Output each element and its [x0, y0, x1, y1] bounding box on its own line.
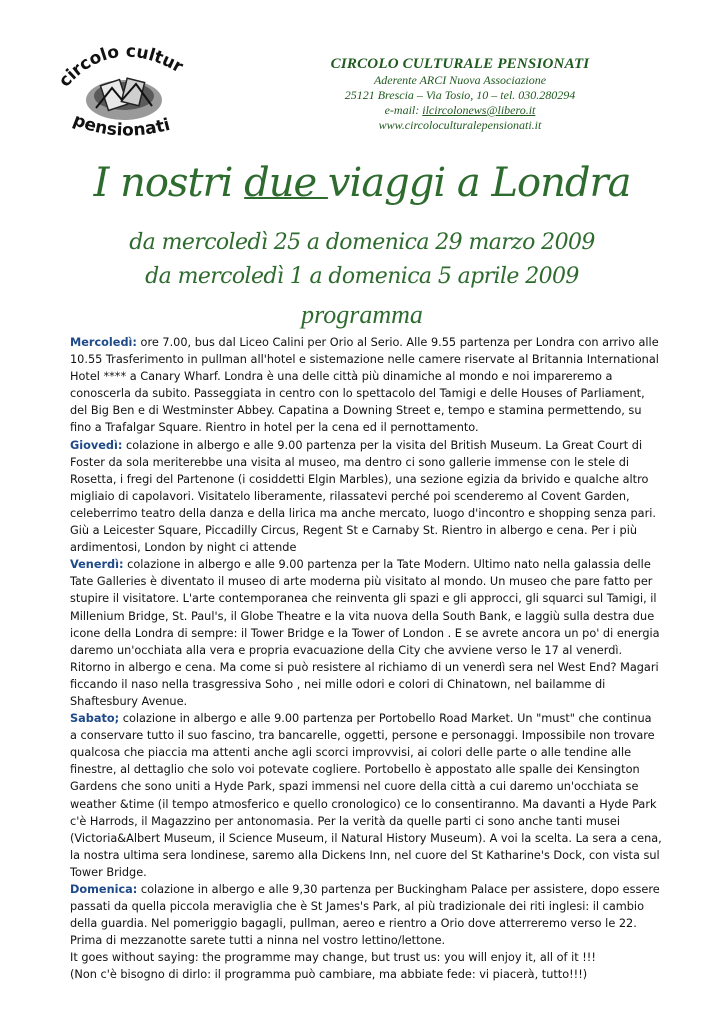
thursday-label: Giovedì: [70, 438, 123, 452]
program-subtitle: programma [301, 300, 423, 329]
sunday-label: Domenica: [70, 883, 138, 896]
closing-english: It goes without saying: the programme may change, but trust us: you will enjoy it, all of it !!! [70, 951, 596, 965]
address-line: 25121 Brescia – Via Tosio, 10 – tel. 030.280294 [344, 88, 576, 102]
logo-emblem-icon [86, 78, 162, 120]
page-title [0, 160, 724, 206]
program-body [70, 334, 662, 984]
email-prefix: e-mail: [384, 103, 423, 117]
friday-text: colazione in albergo e alle 9.00 partenza per la Tate Modern. Ultimo nato nella galassia delle Tate Galleries è diventato il museo di arte moderna più visitato al mondo. Un museo che pare fatto per stupire il visitatore. L'arte contemporanea che reinventa gli spazi e gli approcci, gli squarci sul Tamigi, il Millenium Bridge, St. Paul's, il Globe Theatre e la vita nuova della South Bank, e laggiù sulla destra due icone della Londra di sempre: il Tower Bridge e la Tower of London . E se avrete ancora un po' di energia daremo un'occhiata alla vera e propria evacuazione della City che avviene verso le 17 al venerdì. [70, 558, 660, 657]
title-part-1: I nostri [93, 160, 245, 206]
email-line [250, 103, 670, 118]
saturday-text: colazione in albergo e alle 9.00 partenza per Portobello Road Market. Un "must" che continua a conservare tutto il suo fascino, tra bancarelle, oggetti, persone e personaggi. Impossibile non trovare qualcosa che piaccia ma attenti anche agli scorci improvvisi, ai colori delle parte o alle tendine alle finestre, al dettaglio che solo voi potevate cogliere. Portobello è appostato alle spalle dei Kensington Gardens che sono uniti a Hyde Park, spazi immensi nel cuore della città a cui daremo un'occhiata se weather &time (il tempo atmosferico e quello cronologico) ce lo consentiranno. Ma davanti a Hyde Park c'è Harrods, il Magazzino per antonomasia. Per la verità da quelle parti ci sono anche tanti musei (Victoria&Albert Museum, il Science Museum, il Natural History Museum). A voi la scelta. La sera a cena, la nostra ultima sera londinese, saremo alla Dickens Inn, nel cuore del St Katharine's Dock, con vista sul Tower Bridge. [70, 712, 662, 879]
friday-evening-paragraph: Ritorno in albergo e cena. Ma come si può resistere al richiamo di un venerdì sera nel West End? Magari ficcando il naso nella trasgressiva Soho , nei mille odori e colori di Chinatown, nel bailamme di Shaftesbury Avenue. [70, 660, 659, 708]
friday-paragraph [70, 556, 662, 659]
website-line: www.circoloculturalepensionati.it [378, 118, 542, 132]
affiliation-line: Aderente ARCI Nuova Associazione [373, 73, 547, 87]
wednesday-label: Mercoledì: [70, 336, 137, 349]
trip-dates-second: da mercoledì 1 a domenica 5 aprile 2009 [145, 264, 579, 289]
sunday-paragraph [70, 881, 662, 949]
logo-text-bottom: pensionati [70, 110, 173, 141]
organization-name: CIRCOLO CULTURALE PENSIONATI [330, 56, 590, 72]
logo-text-top: circolo cultur [55, 41, 187, 92]
thursday-paragraph [70, 437, 662, 557]
saturday-label: Sabato; [70, 712, 120, 726]
email-link[interactable]: ilcircolonews@libero.it [422, 103, 536, 117]
closing-italian: (Non c'è bisogno di dirlo: il programma può cambiare, ma abbiate fede: vi piacerà, tutto!!!) [70, 968, 588, 982]
friday-label: Venerdì: [70, 558, 124, 572]
trip-dates [0, 226, 724, 294]
trip-dates-first: da mercoledì 25 a domenica 29 marzo 2009 [129, 230, 595, 255]
title-part-2: viaggi a Londra [327, 160, 631, 206]
wednesday-text: ore 7.00, bus dal Liceo Calini per Orio al Serio. Alle 9.55 partenza per Londra con arrivo alle 10.55 Trasferimento in pullman all'hotel e sistemazione nelle camere riservate al Britannia International Hotel **** a Canary Wharf. Londra è una delle città più dinamiche al mondo e noi impareremo a conoscerla da subito. Passeggiata in centro con lo spettacolo del Tamigi e delle Houses of Parliament, del Big Ben e di Westminster Abbey. Capatina a Downing Street e, tempo e stamina permettendo, su fino a Trafalgar Square. Rientro in hotel per la cena ed il pernottamento. [70, 336, 659, 435]
letterhead [250, 56, 670, 133]
title-underlined-word: due [244, 160, 328, 206]
club-logo [52, 38, 192, 148]
sunday-text: colazione in albergo e alle 9,30 partenza per Buckingham Palace per assistere, dopo essere passati da quella piccola meraviglia che è St James's Park, al più tradizionale dei riti inglesi: il cambio della guardia. Nel pomeriggio bagagli, pullman, aereo e rientro a Orio dove atterreremo verso le 22. Prima di mezzanotte sarete tutti a ninna nel vostro lettino/lettone. [70, 883, 660, 948]
thursday-text: colazione in albergo e alle 9.00 partenza per la visita del British Museum. La Great Court di Foster da sola meriterebbe una visita al museo, ma dentro ci sono gallerie immense con le stele di Rosetta, i fregi del Partenone (i cosiddetti Elgin Marbles), una sezione egizia da brivido e qualche altro migliaio di capolavori. Visitatelo liberamente, rilassatevi perché poi scenderemo al Covent Garden, celeberrimo teatro della danza e della lirica ma anche mercato, luogo d'incontro e shopping senza pari. Giù a Leicester Square, Piccadilly Circus, Regent St e Carnaby St. Rientro in albergo e cena. Per i più ardimentosi, London by night ci attende [70, 438, 656, 555]
saturday-paragraph [70, 710, 662, 881]
wednesday-paragraph [70, 334, 662, 437]
